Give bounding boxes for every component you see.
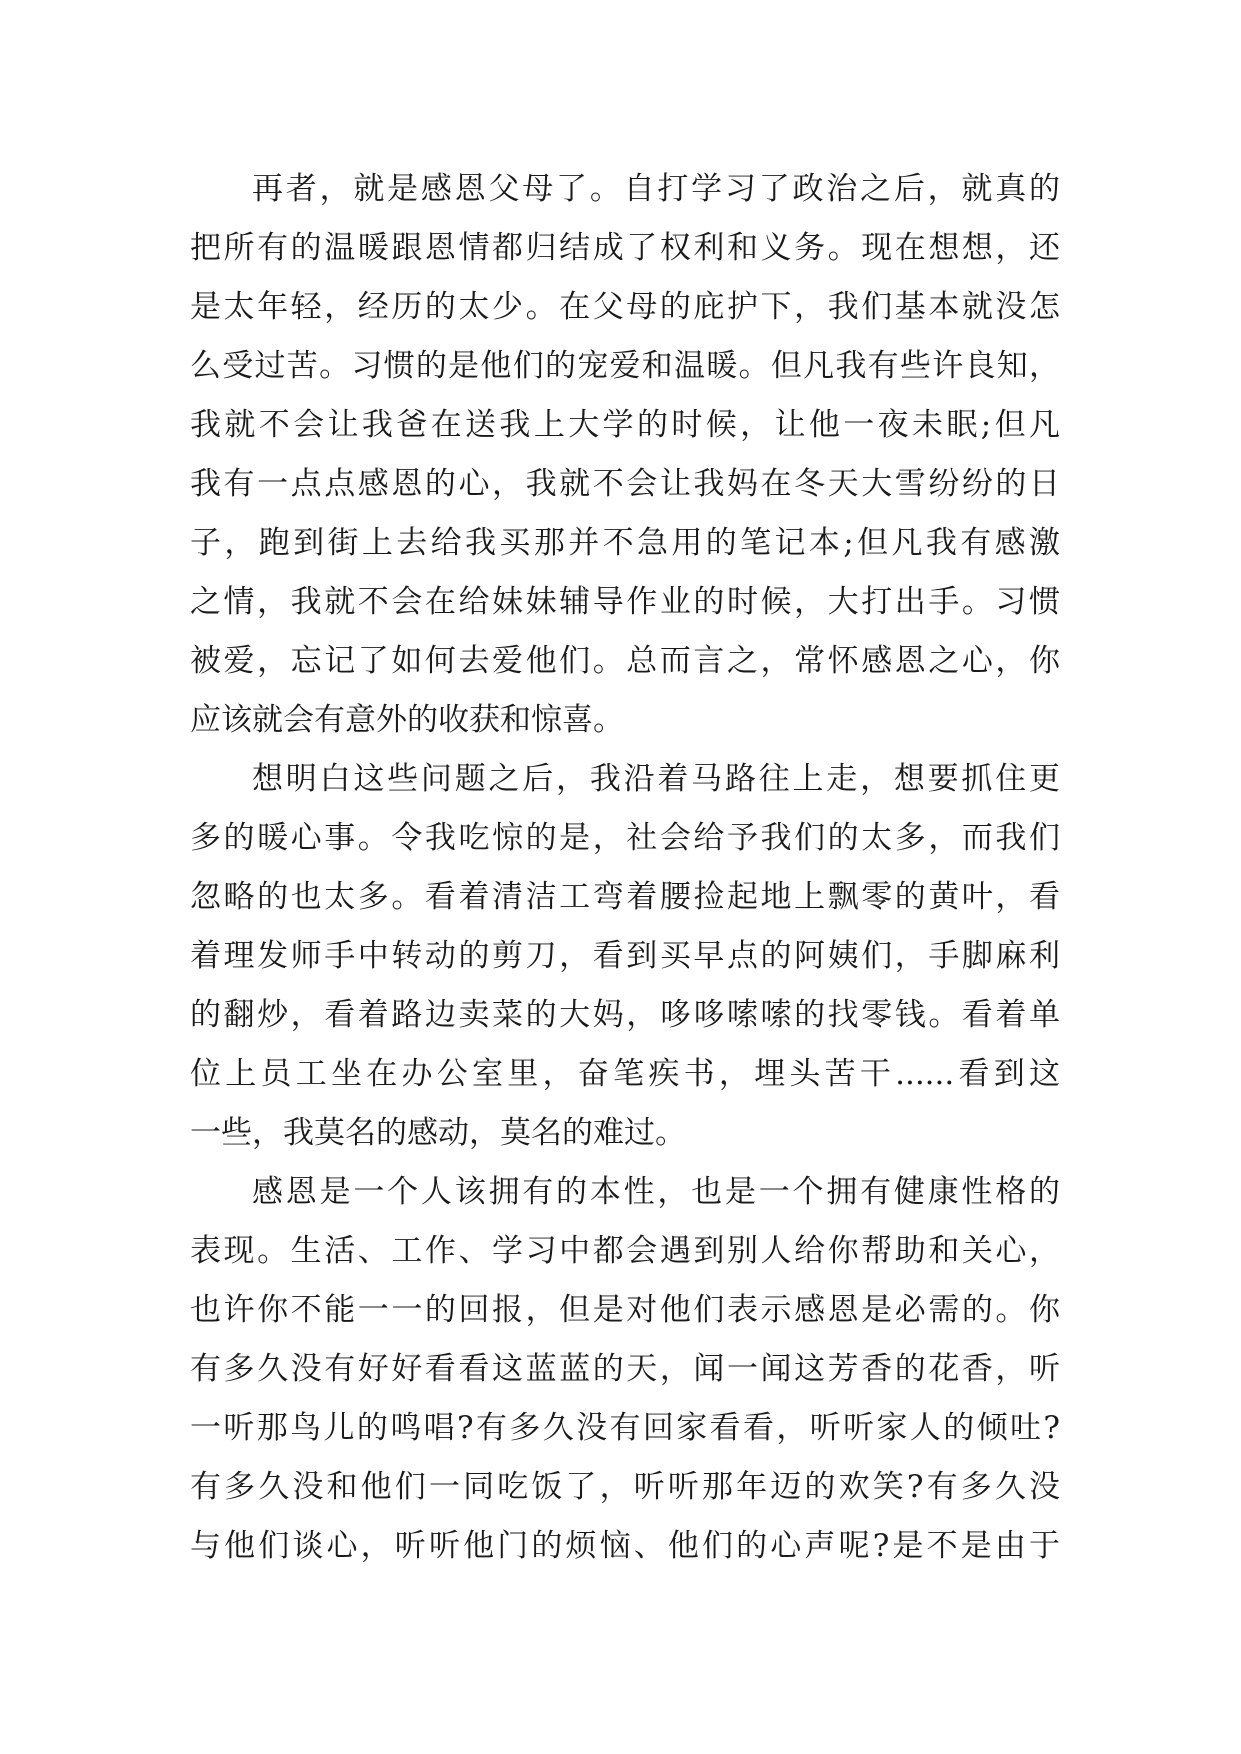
text-line: 是太年轻，经历的太少。在父母的庇护下，我们基本就没怎 — [190, 289, 1060, 325]
text-line: 么受过苦。习惯的是他们的宠爱和温暖。但凡我有些许良知， — [190, 348, 1060, 384]
text-line: 位上员工坐在办公室里，奋笔疾书，埋头苦干......看到这 — [190, 1056, 1060, 1092]
text-line: 把所有的温暖跟恩情都归结成了权利和义务。现在想想，还 — [190, 230, 1060, 266]
text-line: 之情，我就不会在给妹妹辅导作业的时候，大打出手。习惯 — [190, 584, 1060, 620]
paragraph — [190, 750, 1060, 1163]
text-line: 子，跑到街上去给我买那并不急用的笔记本;但凡我有感激 — [190, 525, 1060, 561]
text-line: 忽略的也太多。看着清洁工弯着腰捡起地上飘零的黄叶，看 — [190, 879, 1060, 915]
text-line: 感恩是一个人该拥有的本性，也是一个拥有健康性格的 — [252, 1174, 1060, 1210]
text-line: 我有一点点感恩的心，我就不会让我妈在冬天大雪纷纷的日 — [190, 466, 1060, 502]
text-line: 应该就会有意外的收获和惊喜。 — [190, 702, 624, 738]
text-line: 的翻炒，看着路边卖菜的大妈，哆哆嗦嗦的找零钱。看着单 — [190, 997, 1060, 1033]
text-line: 一听那鸟儿的鸣唱?有多久没有回家看看，听听家人的倾吐? — [190, 1410, 1060, 1446]
text-line: 一些，我莫名的感动，莫名的难过。 — [190, 1115, 686, 1151]
text-line: 有多久没和他们一同吃饭了，听听那年迈的欢笑?有多久没 — [190, 1469, 1060, 1505]
text-line: 想明白这些问题之后，我沿着马路往上走，想要抓住更 — [252, 761, 1060, 797]
body-text — [190, 160, 1060, 1576]
text-line: 着理发师手中转动的剪刀，看到买早点的阿姨们，手脚麻利 — [190, 938, 1060, 974]
text-line: 再者，就是感恩父母了。自打学习了政治之后，就真的 — [252, 171, 1060, 207]
text-line: 我就不会让我爸在送我上大学的时候，让他一夜未眠;但凡 — [190, 407, 1060, 443]
text-line: 与他们谈心，听听他门的烦恼、他们的心声呢?是不是由于 — [190, 1528, 1060, 1564]
text-line: 多的暖心事。令我吃惊的是，社会给予我们的太多，而我们 — [190, 820, 1060, 856]
text-line: 表现。生活、工作、学习中都会遇到别人给你帮助和关心， — [190, 1233, 1060, 1269]
text-line: 被爱，忘记了如何去爱他们。总而言之，常怀感恩之心，你 — [190, 643, 1060, 679]
text-line: 也许你不能一一的回报，但是对他们表示感恩是必需的。你 — [190, 1292, 1060, 1328]
paragraph — [190, 1163, 1060, 1576]
text-line: 有多久没有好好看看这蓝蓝的天，闻一闻这芳香的花香，听 — [190, 1351, 1060, 1387]
paragraph — [190, 160, 1060, 750]
